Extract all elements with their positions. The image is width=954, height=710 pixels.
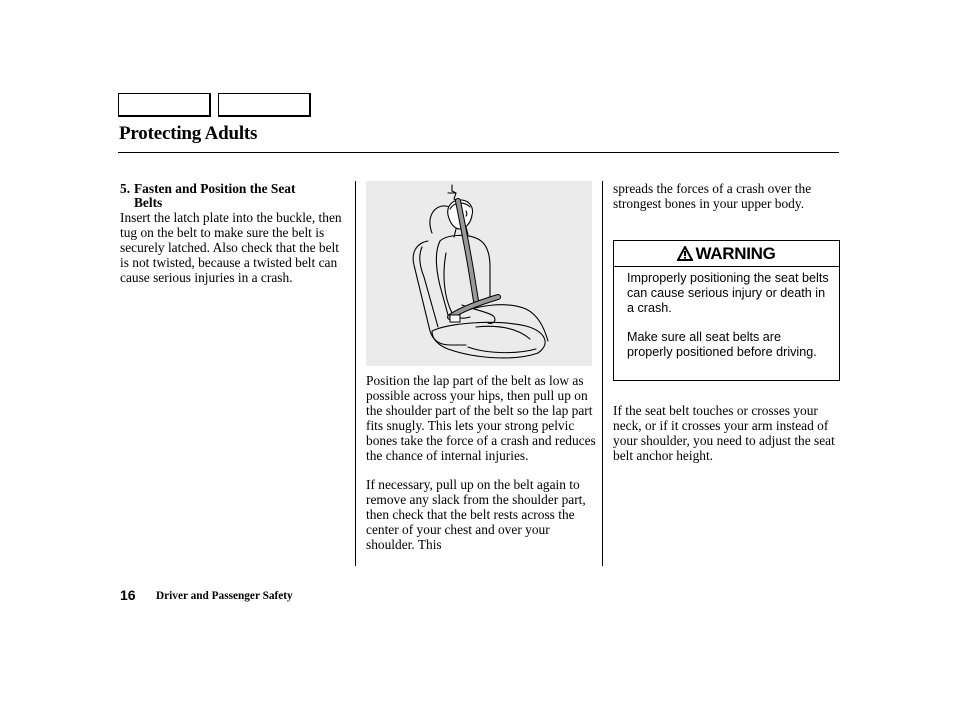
column-3-bottom — [613, 403, 841, 463]
lap-belt-paragraph: Position the lap part of the belt as low as possible across your hips, then pull up on the shoulder part of the belt so the lap part fits snugly. This lets your strong pelvic bones take the force of a crash and reduces the chance of internal injuries. — [366, 373, 596, 463]
seat-belt-illustration — [366, 181, 592, 366]
warning-text-2: Make sure all seat belts are properly positioned before driving. — [627, 330, 817, 359]
column-1 — [120, 182, 348, 285]
column-divider-2 — [602, 181, 603, 566]
column-2 — [366, 373, 596, 552]
step-heading — [120, 182, 348, 210]
warning-header — [614, 241, 839, 267]
step-body: Insert the latch plate into the buckle, then tug on the belt to make sure the belt is securely latched. Also check that the belt is not twisted, because a twisted belt can cause serious injuries in a crash. — [120, 210, 342, 285]
warning-body — [614, 267, 839, 360]
step-title-line1: Fasten and Position the Seat — [134, 181, 296, 196]
warning-triangle-icon — [677, 246, 693, 261]
warning-text-1: Improperly positioning the seat belts can cause serious injury or death in a crash. — [627, 271, 829, 315]
step-title-line2: Belts — [134, 195, 163, 210]
step-number: 5. — [120, 181, 131, 196]
continuation-paragraph: spreads the forces of a crash over the strongest bones in your upper body. — [613, 181, 812, 211]
page-title: Protecting Adults — [119, 123, 258, 144]
header-tab-1 — [118, 93, 211, 117]
column-divider-1 — [355, 181, 356, 566]
page-number: 16 — [120, 587, 136, 603]
section-name: Driver and Passenger Safety — [156, 590, 293, 602]
anchor-height-paragraph: If the seat belt touches or crosses your neck, or if it crosses your arm instead of your shoulder, you need to adjust the seat belt anchor height. — [613, 403, 835, 463]
title-rule — [118, 152, 839, 153]
column-3-top — [613, 181, 835, 211]
warning-box — [613, 240, 840, 381]
warning-label: WARNING — [695, 243, 776, 263]
header-tab-2 — [218, 93, 311, 117]
shoulder-belt-paragraph: If necessary, pull up on the belt again to remove any slack from the shoulder part, then check that the belt rests across the center of your chest and over your shoulder. This — [366, 477, 586, 552]
